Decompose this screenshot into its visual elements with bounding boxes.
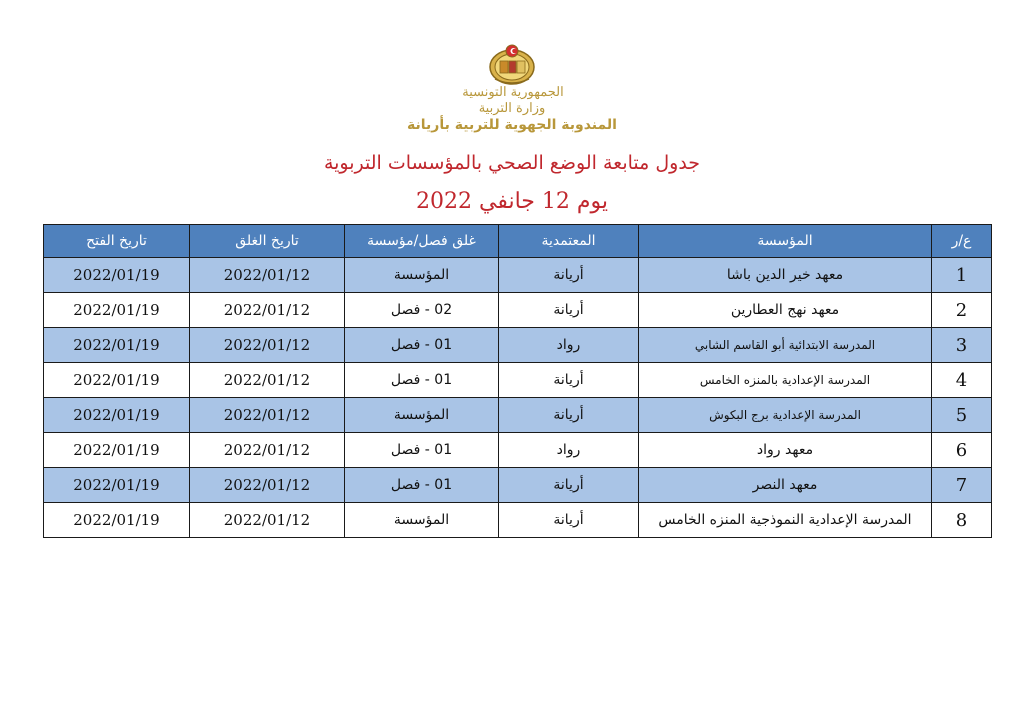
- institution-name: المدرسة الإعدادية النموذجية المنزه الخامس: [639, 503, 932, 538]
- opening-date: 2022/01/19: [44, 503, 190, 538]
- closing-date: 2022/01/12: [190, 468, 345, 503]
- closure-type: 01 - فصل: [345, 433, 499, 468]
- opening-date: 2022/01/19: [44, 468, 190, 503]
- column-header-institution: المؤسسة: [639, 225, 932, 258]
- closing-date: 2022/01/12: [190, 293, 345, 328]
- closing-date: 2022/01/12: [190, 258, 345, 293]
- column-header-opening-date: تاريخ الفتح: [44, 225, 190, 258]
- institution-name: معهد خير الدين باشا: [639, 258, 932, 293]
- closing-date: 2022/01/12: [190, 503, 345, 538]
- closure-type: 01 - فصل: [345, 363, 499, 398]
- opening-date: 2022/01/19: [44, 433, 190, 468]
- document-date: يوم 12 جانفي 2022: [416, 189, 608, 214]
- table-row: [44, 468, 992, 503]
- table-row: [44, 398, 992, 433]
- delegation: أريانة: [499, 293, 639, 328]
- delegation: أريانة: [499, 468, 639, 503]
- health-status-table: [43, 224, 992, 538]
- row-number: 6: [932, 433, 992, 468]
- delegation: أريانة: [499, 258, 639, 293]
- row-number: 4: [932, 363, 992, 398]
- opening-date: 2022/01/19: [44, 398, 190, 433]
- opening-date: 2022/01/19: [44, 363, 190, 398]
- closure-type: 02 - فصل: [345, 293, 499, 328]
- closing-date: 2022/01/12: [190, 433, 345, 468]
- table-row: [44, 363, 992, 398]
- opening-date: 2022/01/19: [44, 328, 190, 363]
- institution-name: المدرسة الإعدادية بالمنزه الخامس: [639, 363, 932, 398]
- table-row: [44, 258, 992, 293]
- table-row: [44, 433, 992, 468]
- row-number: 7: [932, 468, 992, 503]
- closing-date: 2022/01/12: [190, 328, 345, 363]
- closing-date: 2022/01/12: [190, 398, 345, 433]
- institution-name: معهد رواد: [639, 433, 932, 468]
- column-header-closure-type: غلق فصل/مؤسسة: [345, 225, 499, 258]
- column-header-number: ع/ر: [932, 225, 992, 258]
- republic-heading: الجمهورية التونسية: [462, 85, 564, 100]
- opening-date: 2022/01/19: [44, 258, 190, 293]
- table-row: [44, 328, 992, 363]
- closure-type: المؤسسة: [345, 503, 499, 538]
- table-row: [44, 503, 992, 538]
- delegation: أريانة: [499, 398, 639, 433]
- table-header-row: [44, 225, 992, 258]
- regional-office-heading: المندوبة الجهوية للتربية بأريانة: [407, 117, 617, 133]
- column-header-delegation: المعتمدية: [499, 225, 639, 258]
- row-number: 1: [932, 258, 992, 293]
- closing-date: 2022/01/12: [190, 363, 345, 398]
- closure-type: المؤسسة: [345, 258, 499, 293]
- table-row: [44, 293, 992, 328]
- closure-type: 01 - فصل: [345, 468, 499, 503]
- row-number: 5: [932, 398, 992, 433]
- opening-date: 2022/01/19: [44, 293, 190, 328]
- delegation: أريانة: [499, 363, 639, 398]
- row-number: 3: [932, 328, 992, 363]
- institution-name: المدرسة الابتدائية أبو القاسم الشابي: [639, 328, 932, 363]
- row-number: 8: [932, 503, 992, 538]
- institution-name: معهد نهج العطارين: [639, 293, 932, 328]
- ministry-heading: وزارة التربية: [478, 101, 546, 116]
- delegation: أريانة: [499, 503, 639, 538]
- column-header-closing-date: تاريخ الغلق: [190, 225, 345, 258]
- document-title: جدول متابعة الوضع الصحي بالمؤسسات التربوية: [323, 152, 701, 174]
- institution-name: معهد النصر: [639, 468, 932, 503]
- delegation: رواد: [499, 328, 639, 363]
- tunisia-coat-of-arms-emblem: [486, 43, 538, 87]
- row-number: 2: [932, 293, 992, 328]
- closure-type: المؤسسة: [345, 398, 499, 433]
- delegation: رواد: [499, 433, 639, 468]
- closure-type: 01 - فصل: [345, 328, 499, 363]
- institution-name: المدرسة الإعدادية برج البكوش: [639, 398, 932, 433]
